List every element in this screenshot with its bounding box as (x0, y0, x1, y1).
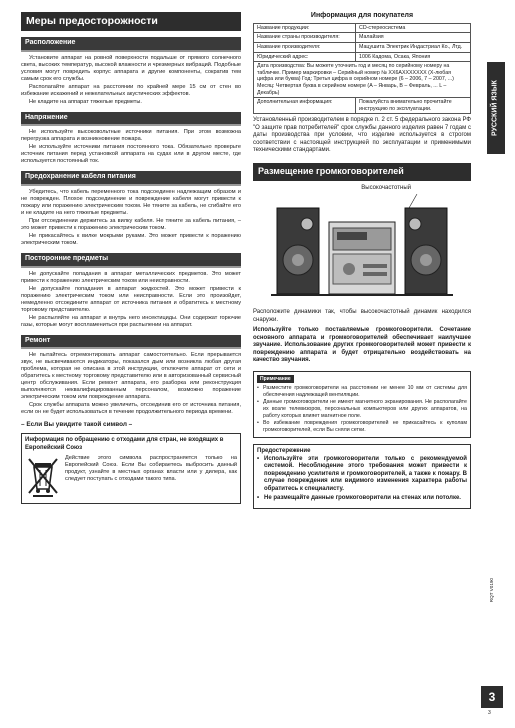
table-cell: Мацушита Электрик Индастриал Ко., Лтд. (356, 42, 471, 52)
waste-info-title: Информация по обращению с отходами для стран, не входящих в Европейский Союз (25, 437, 224, 451)
list-item: • Во избежание повреждения громкоговорителей не прикасайтесь к куполам громкоговорителей, если Вы сняли сетки. (257, 420, 467, 433)
speaker-setup-illustration (253, 194, 471, 306)
table-cell: Название страны производителя: (254, 33, 356, 43)
customer-info-title: Информация для покупателя (310, 12, 414, 19)
table-cell: Название производителя: (254, 42, 356, 52)
notes-list (257, 385, 467, 433)
paragraph: Не пытайтесь отремонтировать аппарат самостоятельно. Если прерывается звук, не высвечиваются индикаторы, показался дым или возникла любая другая проблема, которая не описана в этой инструкции, отключите аппарат от сети и обратитесь к местному торговому представителю или в авторизованный сервисный центр обслуживания. Если ремонт аппарата, его разборка или реконструкция выполняются неквалифицированным персоналом, возможно поражение электрическим током или повреждение аппарата. (21, 352, 241, 401)
customer-info-table (253, 23, 471, 115)
list-item: • Разместите громкоговорители на расстоянии не менее 10 мм от системы для обеспечения надлежащей вентиляции. (257, 385, 467, 398)
table-cell: Дата производства: Вы можете уточнить год и месяц по серийному номеру на табличке. Пример маркировки – Серийный номер № XX6AXXXXXXX (X-любая цифра или буква) Год: Третья цифра в серийном номере (6 – 2006, 7 – 2007, ...) Месяц: Четвертая буква в серийном номере (A – Январь, B – Февраль, ... L – Декабрь) (254, 62, 471, 98)
paragraph: Не прикасайтесь к вилке мокрыми руками. Это может привести к поражению электрическим током. (21, 232, 241, 246)
caution-box (253, 444, 471, 509)
table-row (254, 62, 471, 98)
table-cell: CD-стереосистема (356, 23, 471, 33)
section-heading: Расположение (21, 37, 241, 52)
list-item: • Данные громкоговорители не имеют магнитного экранирования. Не располагайте их возле телевизоров, персональных компьютеров или других аппаратов, на работу которых влияет магнитное поле. (257, 399, 467, 419)
paragraph: Не распыляйте на аппарат и внутрь него инсектициды. Они содержат горючие газы, которые могут воспламениться при распылении на аппарат. (21, 314, 241, 328)
waste-symbol-line: – Если Вы увидите такой символ – (21, 421, 133, 429)
language-tab: РУССКИЙ ЯЗЫК (487, 62, 505, 154)
paragraph: Не используйте высоковольтные источники питания. При этом возможна перегрузка аппарата и возникновение пожара. (21, 129, 241, 143)
paragraph: Не используйте источники питания постоянного тока. Обязательно проверьте источник питания перед установкой аппарата на судах или в другом месте, где используется постоянный ток. (21, 144, 241, 165)
table-row (254, 23, 471, 33)
section-placement (21, 37, 241, 106)
table-cell: 1006 Кадома, Осака, Япония (356, 52, 471, 62)
waste-info-text: Действие этого символа распространяется только на Европейский Союз. Если Вы собираетесь выбросить данный продукт, узнайте в местных органах власти или у дилера, как следует поступать с отходами такого типа. (65, 455, 237, 483)
paragraph: Установите аппарат на ровной поверхности подальше от прямого солнечного света, высоких температур, высокой влажности и чрезмерных вибраций. Подобные условия могут повредить корпус аппарата и другие компоненты, сократив тем самым срок его службы. (21, 54, 241, 82)
crossed-bin-icon (25, 455, 61, 500)
paragraph: Убедитесь, что кабель переменного тока подсоединен надлежащим образом и не поврежден. Плохое подсоединение и повреждение кабеля могут привести к пожару или поражению электрическим током. Не тяните за кабель, не сгибайте его и не кладите на него тяжелые предметы. (21, 189, 241, 217)
section-repair (21, 335, 241, 417)
section-heading: Ремонт (21, 335, 241, 350)
table-cell: Пожалуйста внимательно прочитайте инструкцию по эксплуатации. (356, 98, 471, 114)
page-title: Меры предосторожности (21, 12, 241, 31)
caution-title: Предостережение (257, 448, 311, 455)
page-number: 3 (481, 686, 503, 708)
section-voltage (21, 112, 241, 166)
page-number-small: 3 (488, 710, 491, 716)
note-box (253, 371, 471, 439)
table-row (254, 42, 471, 52)
paragraph: Располагайте аппарат на расстоянии по крайней мере 15 см от стен во избежание искажений и нежелательных акустических эффектов. (21, 83, 241, 97)
paragraph: Срок службы аппарата можно увеличить, отсоединив его от источника питания, если он не будет использоваться в течение продолжительного периода времени. (21, 402, 241, 416)
table-cell: Название продукции: (254, 23, 356, 33)
speaker-usage-text: Используйте только поставляемые громкоговорители. Сочетание основного аппарата и громкоговорителей обеспечивает наилучшее звучание. Использование других громкоговорителей может привести к повреждению аппарата и будет отрицательно воздействовать на качество звучания. (253, 327, 471, 364)
section-foreign-objects (21, 253, 241, 329)
precautions-column (21, 12, 241, 504)
waste-info-box (21, 433, 241, 504)
table-row (254, 98, 471, 114)
caution-list (257, 456, 467, 503)
note-label: Примечание (257, 375, 294, 383)
speaker-section-title: Размещение громкоговорителей (253, 163, 471, 181)
right-column (253, 12, 471, 509)
table-cell: Малайзия (356, 33, 471, 43)
table-cell: Дополнительная информация: (254, 98, 356, 114)
document-code: RQT V0190 (489, 578, 494, 603)
table-row (254, 33, 471, 43)
service-life-text: Установленный производителем в порядке п. 2 ст. 5 федерального закона РФ "О защите прав потребителей" срок службы данного изделия равен 7 годам с даты производства при условии, что изделие используется в строгом соответствии с настоящей инструкцией по эксплуатации и применимыми техническими стандартами. (253, 117, 471, 154)
table-cell: Юридический адрес: (254, 52, 356, 62)
paragraph: Не кладите на аппарат тяжелые предметы. (29, 98, 142, 105)
paragraph: При отсоединении держитесь за вилку кабеля. Не тяните за кабель питания, – это может привести к поражению электрическим током. (21, 218, 241, 231)
speaker-placement-text: Расположите динамики так, чтобы высокочастотный динамик находился снаружи. (253, 309, 471, 323)
list-item: • Используйте эти громкоговорители только с рекомендуемой системой. Несоблюдение этого требования может привести к повреждению усилителя и громкоговорителей, а также к пожару. В случае повреждения или видимого изменения характера работы обратитесь к специалисту. (257, 456, 467, 494)
paragraph: Не допускайте попадания в аппарат металлических предметов. Это может привести к поражению электрическим током или неисправности. (21, 270, 241, 284)
section-heading: Напряжение (21, 112, 241, 127)
table-row (254, 52, 471, 62)
paragraph: Не допускайте попадания в аппарат жидкостей. Это может привести к поражению электрическим током или неисправности. Если это произойдет, немедленно отсоедините аппарат от источника питания и обратитесь к местному торговому представителю. (21, 285, 241, 313)
section-heading: Посторонние предметы (21, 253, 241, 268)
list-item: • Не размещайте данные громкоговорители на стенах или потолке. (257, 495, 467, 503)
section-heading: Предохранение кабеля питания (21, 171, 241, 186)
tweeter-label: Высокочастотный (361, 184, 411, 191)
section-power-cable (21, 171, 241, 247)
